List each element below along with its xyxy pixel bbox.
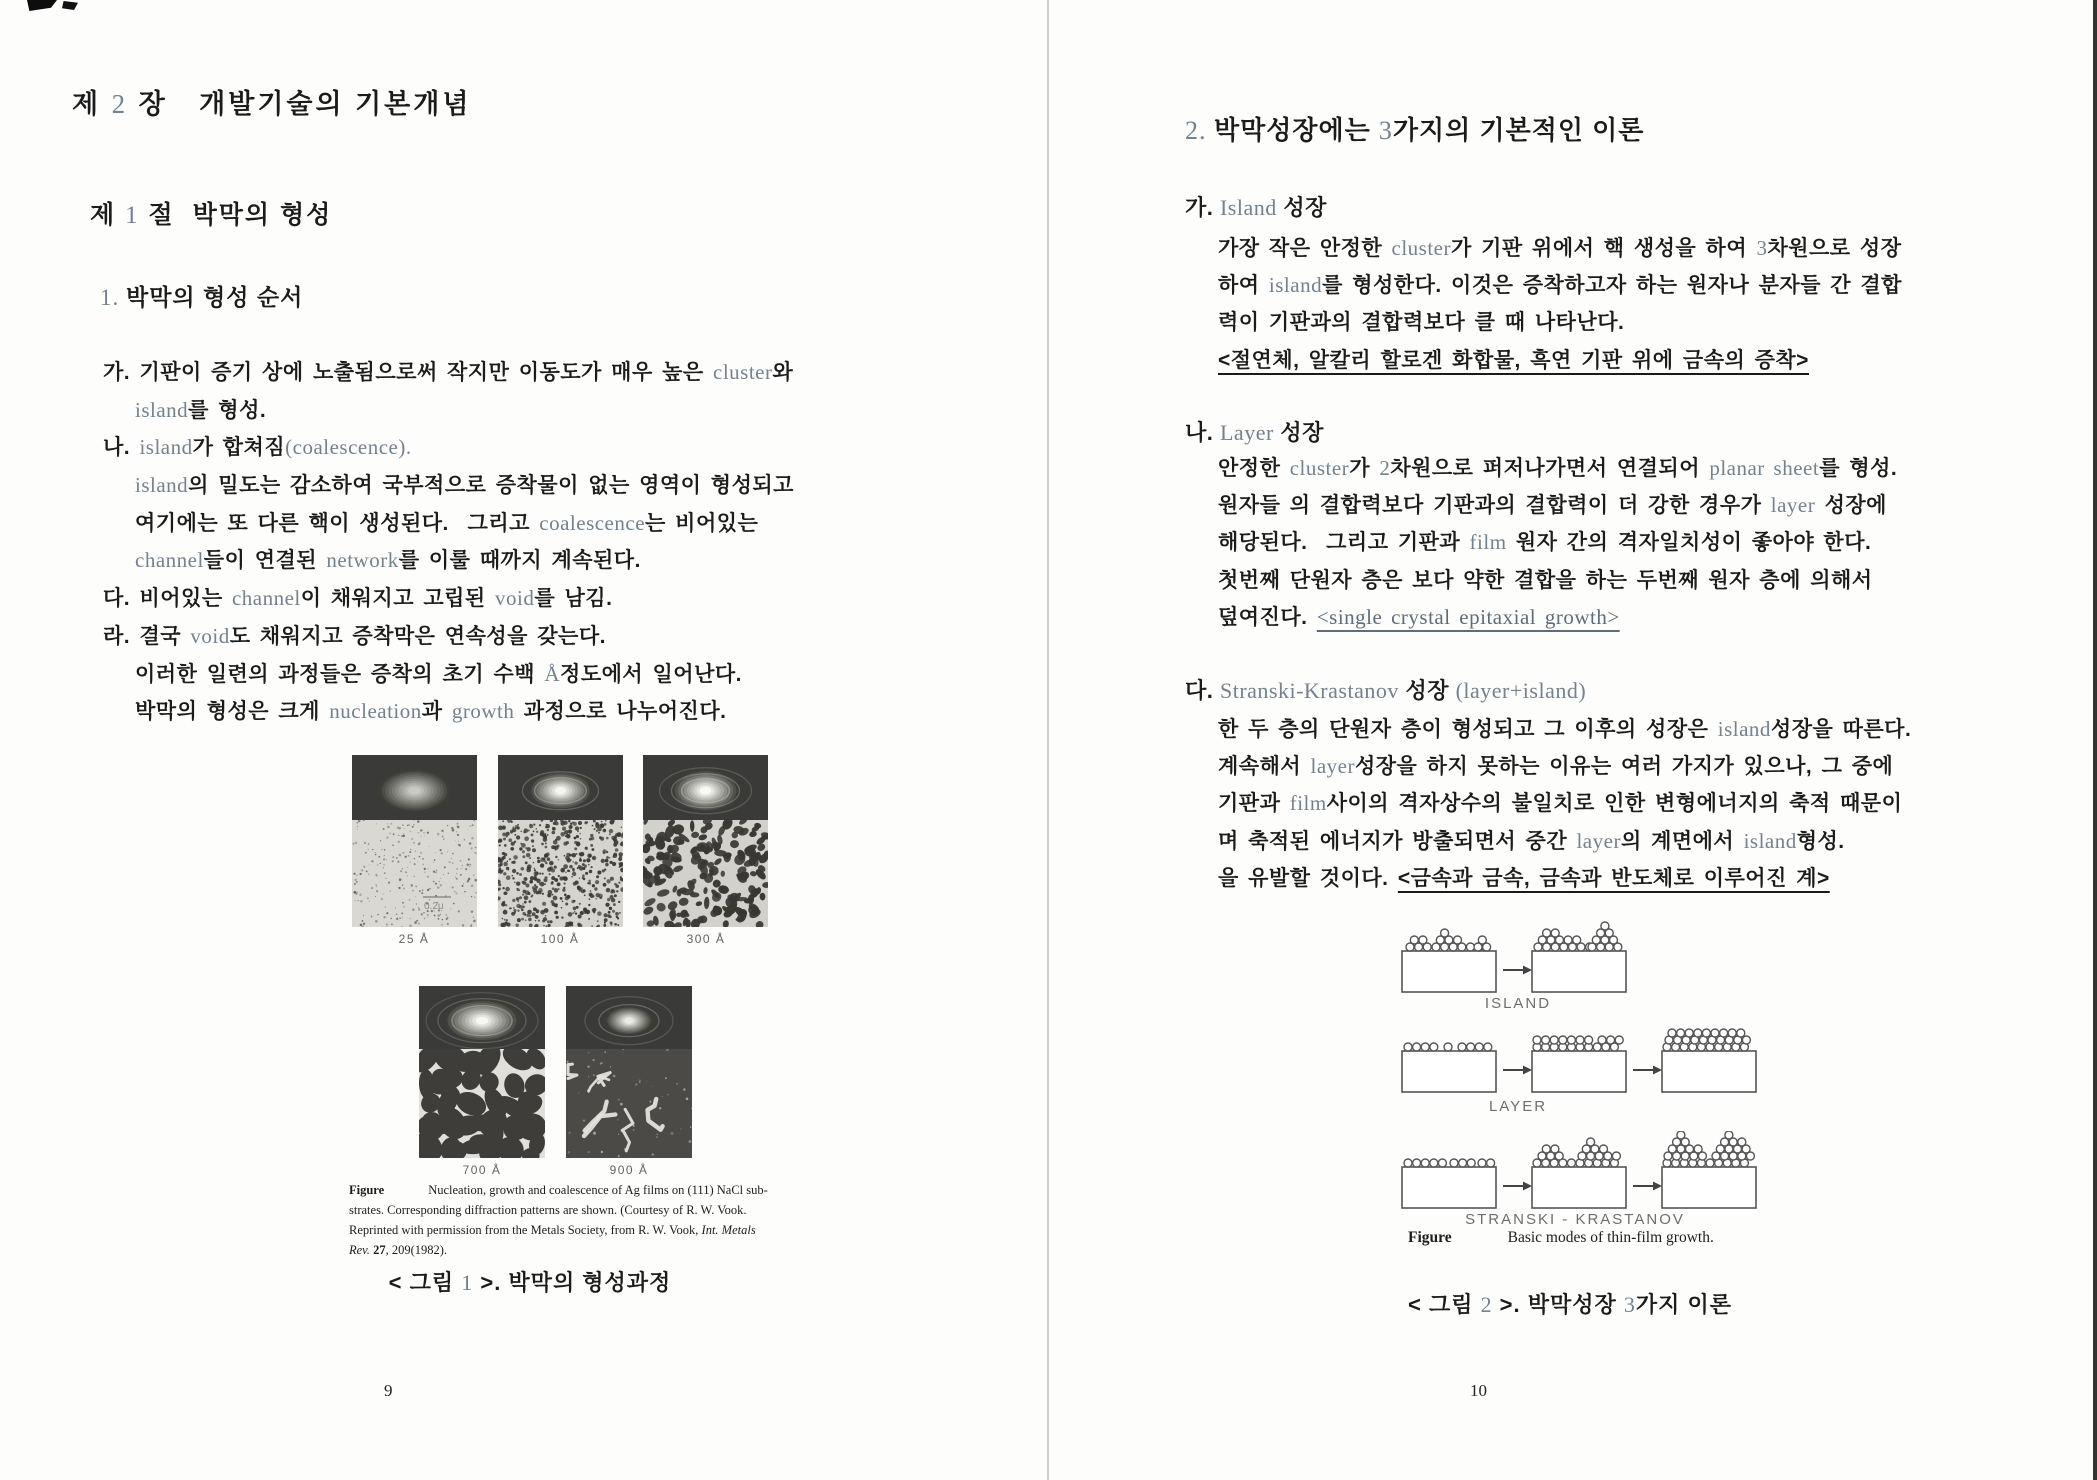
scale-bar-label: 0.2μ [424, 901, 444, 912]
figure-1-caption: < 그림 1 >. 박막의 형성과정 [388, 1270, 672, 1295]
diagram-label: STRANSKI - KRASTANOV [1465, 1211, 1685, 1228]
text-line: 박막의 형성은 크게 nucleation과 growth 과정으로 나누어진다. [135, 699, 727, 724]
section-2 [1185, 674, 2090, 890]
scan-artifact [27, 0, 57, 11]
text-line: 안정한 cluster가 2차원으로 퍼저나가면서 연결되어 planar sheet를 형성. [1218, 456, 1898, 480]
figure-2-caption: < 그림 2 >. 박막성장 3가지 이론 [1407, 1292, 1732, 1317]
caption-line: Figure Nucleation, growth and coalescence of Ag films on (111) NaCl sub- [349, 1183, 768, 1197]
growth-mode-diagram-layer [1400, 1024, 1770, 1094]
page-number-left: 9 [384, 1381, 393, 1400]
section-1 [1185, 416, 2090, 629]
scan-artifact [62, 1, 78, 10]
section-heading: 가. Island 성장 [1185, 195, 1327, 220]
page-divider [1047, 0, 1049, 1480]
subsection-heading: 1. 박막의 형성 순서 [100, 284, 304, 310]
text-line: 여기에는 또 다른 핵이 생성된다. 그리고 coalescence는 비어있는 [135, 510, 759, 535]
text-line: island를 형성. [135, 397, 267, 422]
text-line: 다. 비어있는 channel이 채워지고 고립된 void를 남김. [103, 586, 613, 611]
text-line: 원자들 의 결합력보다 기판과의 결합력이 더 강한 경우가 layer 성장에 [1218, 493, 1887, 518]
text-line: 하여 island를 형성한다. 이것은 증착하고자 하는 원자나 분자들 간 결합 [1218, 273, 1902, 298]
micrograph-label: 300 Å [686, 932, 726, 946]
growth-mode-diagram-island [1400, 918, 1640, 994]
figure-caption-text: Basic modes of thin-film growth. [1507, 1229, 1714, 1246]
scan-edge [2093, 0, 2097, 1480]
text-line: island의 밀도는 감소하여 국부적으로 증착물이 없는 영역이 형성되고 [135, 473, 794, 498]
text-line: 며 축적된 에너지가 방출되면서 중간 layer의 계면에서 island형성. [1218, 828, 1845, 853]
micrograph-image [419, 986, 545, 1158]
micrograph-label: 25 Å [398, 932, 430, 946]
text-line: 을 유발할 것이다. <금속과 금속, 금속과 반도체로 이루어진 계> [1218, 866, 1830, 890]
micrograph-panel [498, 755, 623, 932]
micrograph-panel [352, 755, 477, 932]
text-line: <절연체, 알칼리 할로겐 화합물, 흑연 기판 위에 금속의 증착> [1218, 348, 1809, 372]
text-line: 계속해서 layer성장을 하지 못하는 이유는 여러 가지가 있으나, 그 중에 [1218, 754, 1894, 779]
text-line: 첫번째 단원자 층은 보다 약한 결합을 하는 두번째 원자 층에 의해서 [1218, 568, 1873, 592]
growth-mode-diagram-sk [1400, 1131, 1770, 1211]
micrograph-label: 700 Å [462, 1163, 502, 1177]
text-line: channel들이 연결된 network를 이룰 때까지 계속된다. [135, 548, 641, 573]
sections [1185, 0, 2090, 1480]
section-heading: 제 1 절 박막의 형성 [90, 201, 333, 229]
section-body [1218, 450, 1897, 636]
section-body [1218, 230, 1902, 379]
figure-label: Figure [349, 1183, 385, 1197]
text-line: 이러한 일련의 과정들은 증착의 초기 수백 Å정도에서 일어난다. [135, 661, 743, 686]
text-line: 한 두 층의 단원자 층이 형성되고 그 이후의 성장은 island성장을 따른다. [1218, 717, 1912, 741]
micrograph-panel [566, 986, 692, 1163]
chapter-heading: 제 2 장 개발기술의 기본개념 [72, 89, 472, 119]
figure-label: Figure [1408, 1229, 1452, 1246]
micrograph-label: 100 Å [540, 932, 580, 946]
text-line: 기판과 film사이의 격자상수의 불일치로 인한 변형에너지의 축적 때문이 [1218, 791, 1903, 816]
micrograph-image [566, 986, 692, 1158]
text-line: 덮여진다. <single crystal epitaxial growth> [1218, 604, 1620, 629]
micrograph-panel [643, 755, 768, 932]
micrograph-image [352, 755, 477, 927]
section-body [1218, 711, 1911, 897]
text-line: 가장 작은 안정한 cluster가 기판 위에서 핵 생성을 하여 3차원으로 성장 [1218, 236, 1902, 260]
text-line: 해당된다. 그리고 기판과 film 원자 간의 격자일치성이 좋아야 한다. [1218, 530, 1872, 555]
caption-line: strates. Corresponding diffraction patterns are shown. (Courtesy of R. W. Vook. [349, 1203, 747, 1217]
text-line: 가. 기판이 증기 상에 노출됨으로써 작지만 이동도가 매우 높은 cluster와 [103, 360, 794, 384]
body-text [103, 354, 794, 731]
topic-heading: 2. 박막성장에는 3가지의 기본적인 이론 [1185, 115, 1645, 145]
figure-1-reference-caption [349, 1180, 789, 1260]
caption-line: Rev. 27, 209(1982). [349, 1243, 448, 1257]
micrograph-label: 900 Å [609, 1163, 649, 1177]
diagram-label: LAYER [1488, 1098, 1548, 1115]
text-line: 력이 기판과의 결합력보다 클 때 나타난다. [1218, 311, 1625, 335]
page-number-right: 10 [1470, 1381, 1487, 1400]
section-heading: 다. Stranski-Krastanov 성장 (layer+island) [1185, 678, 1587, 703]
micrograph-panel [419, 986, 545, 1163]
caption-line: Reprinted with permission from the Metals Society, from R. W. Vook, Int. Metals [349, 1223, 756, 1237]
micrograph-image [643, 755, 768, 927]
text-line: 나. island가 합쳐짐(coalescence). [103, 435, 412, 460]
text-line: 라. 결국 void도 채워지고 증착막은 연속성을 갖는다. [103, 623, 606, 648]
micrograph-image [498, 755, 623, 927]
figure-2-reference-caption [1408, 1229, 1714, 1247]
section-0 [1185, 191, 2090, 372]
diagram-label: ISLAND [1484, 995, 1552, 1012]
section-heading: 나. Layer 성장 [1185, 420, 1324, 445]
